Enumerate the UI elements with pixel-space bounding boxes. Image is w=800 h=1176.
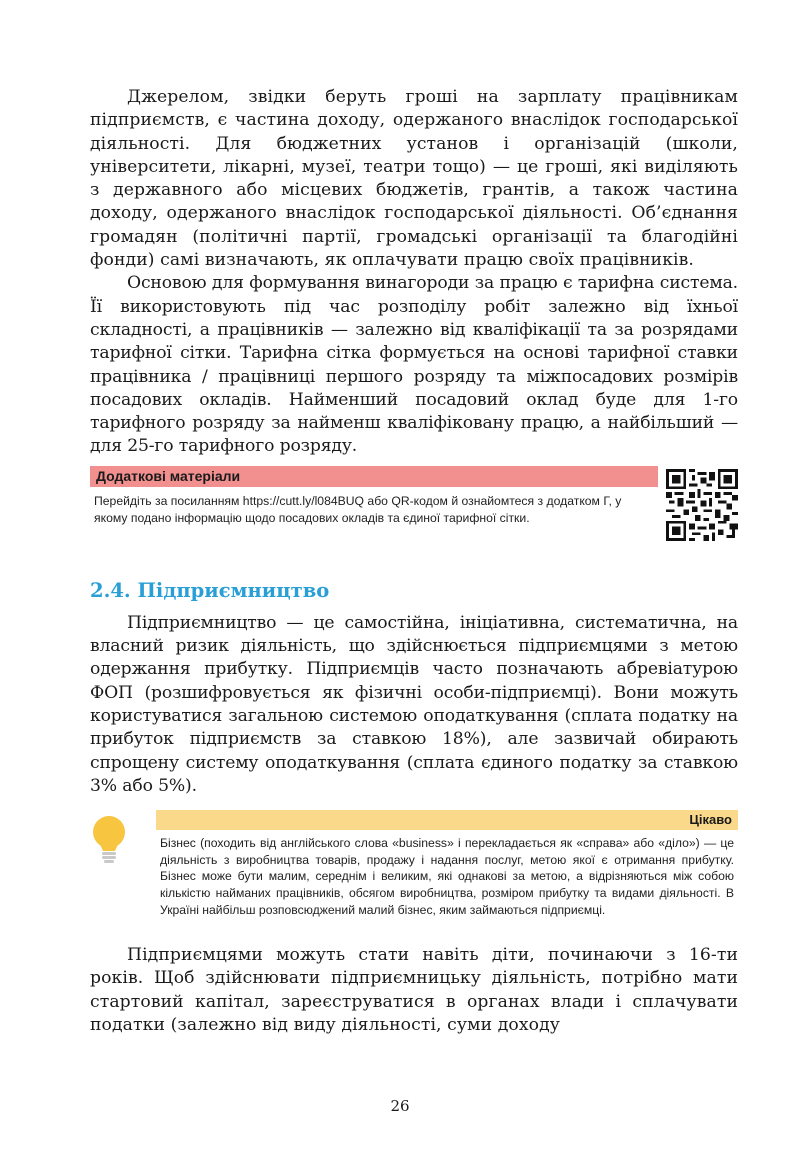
interesting-label: Цікаво xyxy=(156,810,738,830)
page-number: 26 xyxy=(390,1097,410,1115)
additional-materials-text: Перейдіть за посиланням https://cutt.ly/l084BUQ або QR-кодом й ознайомтеся з додатком Г, у якому подано інформацію щодо посадових окладів та єдиної тарифної сітки. xyxy=(94,493,622,525)
paragraph-entrepreneurship: Підприємництво — це самостійна, ініціативна, систематична, на власний ризик діяльність, що здійснюється підприємцями з метою одержання прибутку. Підприємців часто позначають абревіатурою ФОП (розшифровується як фізичні особи-підприємці). Вони можуть користуватися загальною системою оподаткування (сплата податку на прибуток підприємств за ставкою 18%), але зазвичай обирають спрощену систему оподаткування (сплата єдиного податку за ставкою 3% або 5%). xyxy=(90,612,738,796)
additional-materials-box xyxy=(90,466,738,556)
section-heading: 2.4. Підприємництво xyxy=(90,578,330,602)
interesting-fact-text: Бізнес (походить від англійського слова «business» і перекладається як «справа» або «діло») — це діяльність з виробництва товарів, продажу і надання послуг, метою якої є отримання прибутку. Бізнес може бути малим, середнім і великим, які однакові за метою, а відрізняються між собою кількістю найманих працівників, обсягом виробництва, розміром прибутку та видами діяльності. В Україні найбільш розповсюджений малий бізнес, яким займаються підприємці. xyxy=(160,836,734,917)
paragraph-tariff-system: Основою для формування винагороди за працю є тарифна система. Її використовують під час розподілу робіт залежно від їхньої складності, а працівників — залежно від кваліфікації та за розрядами тарифної сітки. Тарифна сітка формується на основі тарифної ставки працівника / працівниці першого розряду та міжпосадових розмірів посадових окладів. Найменший посадовий оклад буде для 1-го тарифного розряду за найменш кваліфіковану працю, а найбільший — для 25-го тарифного розряду. xyxy=(90,273,738,457)
lightbulb-icon xyxy=(89,815,129,867)
paragraph-salary-sources: Джерелом, звідки беруть гроші на зарплату працівникам підприємств, є частина доходу, одержаного внаслідок господарської діяльності. Для бюджетних установ і організацій (школи, університети, лікарні, музеї, театри тощо) — це гроші, які виділяють з державного або місцевих бюджетів, грантів, а також частина доходу, одержаного внаслідок господарської діяльності. Об’єднання громадян (політичні партії, громадські організації та благодійні фонди) самі визначають, як оплачувати працю своїх працівників. xyxy=(90,87,738,271)
paragraph-children-entrepreneurs: Підприємцями можуть стати навіть діти, починаючи з 16-ти років. Щоб здійснювати підприємницьку діяльність, потрібно мати стартовий капітал, зареєструватися в органах влади і сплачувати податки (залежно від виду діяльності, суми доходу xyxy=(90,945,738,1036)
interesting-fact-box xyxy=(90,810,738,944)
qr-code-icon[interactable] xyxy=(666,469,738,541)
page-content xyxy=(90,86,738,1037)
additional-materials-title: Додаткові матеріали xyxy=(90,466,658,487)
